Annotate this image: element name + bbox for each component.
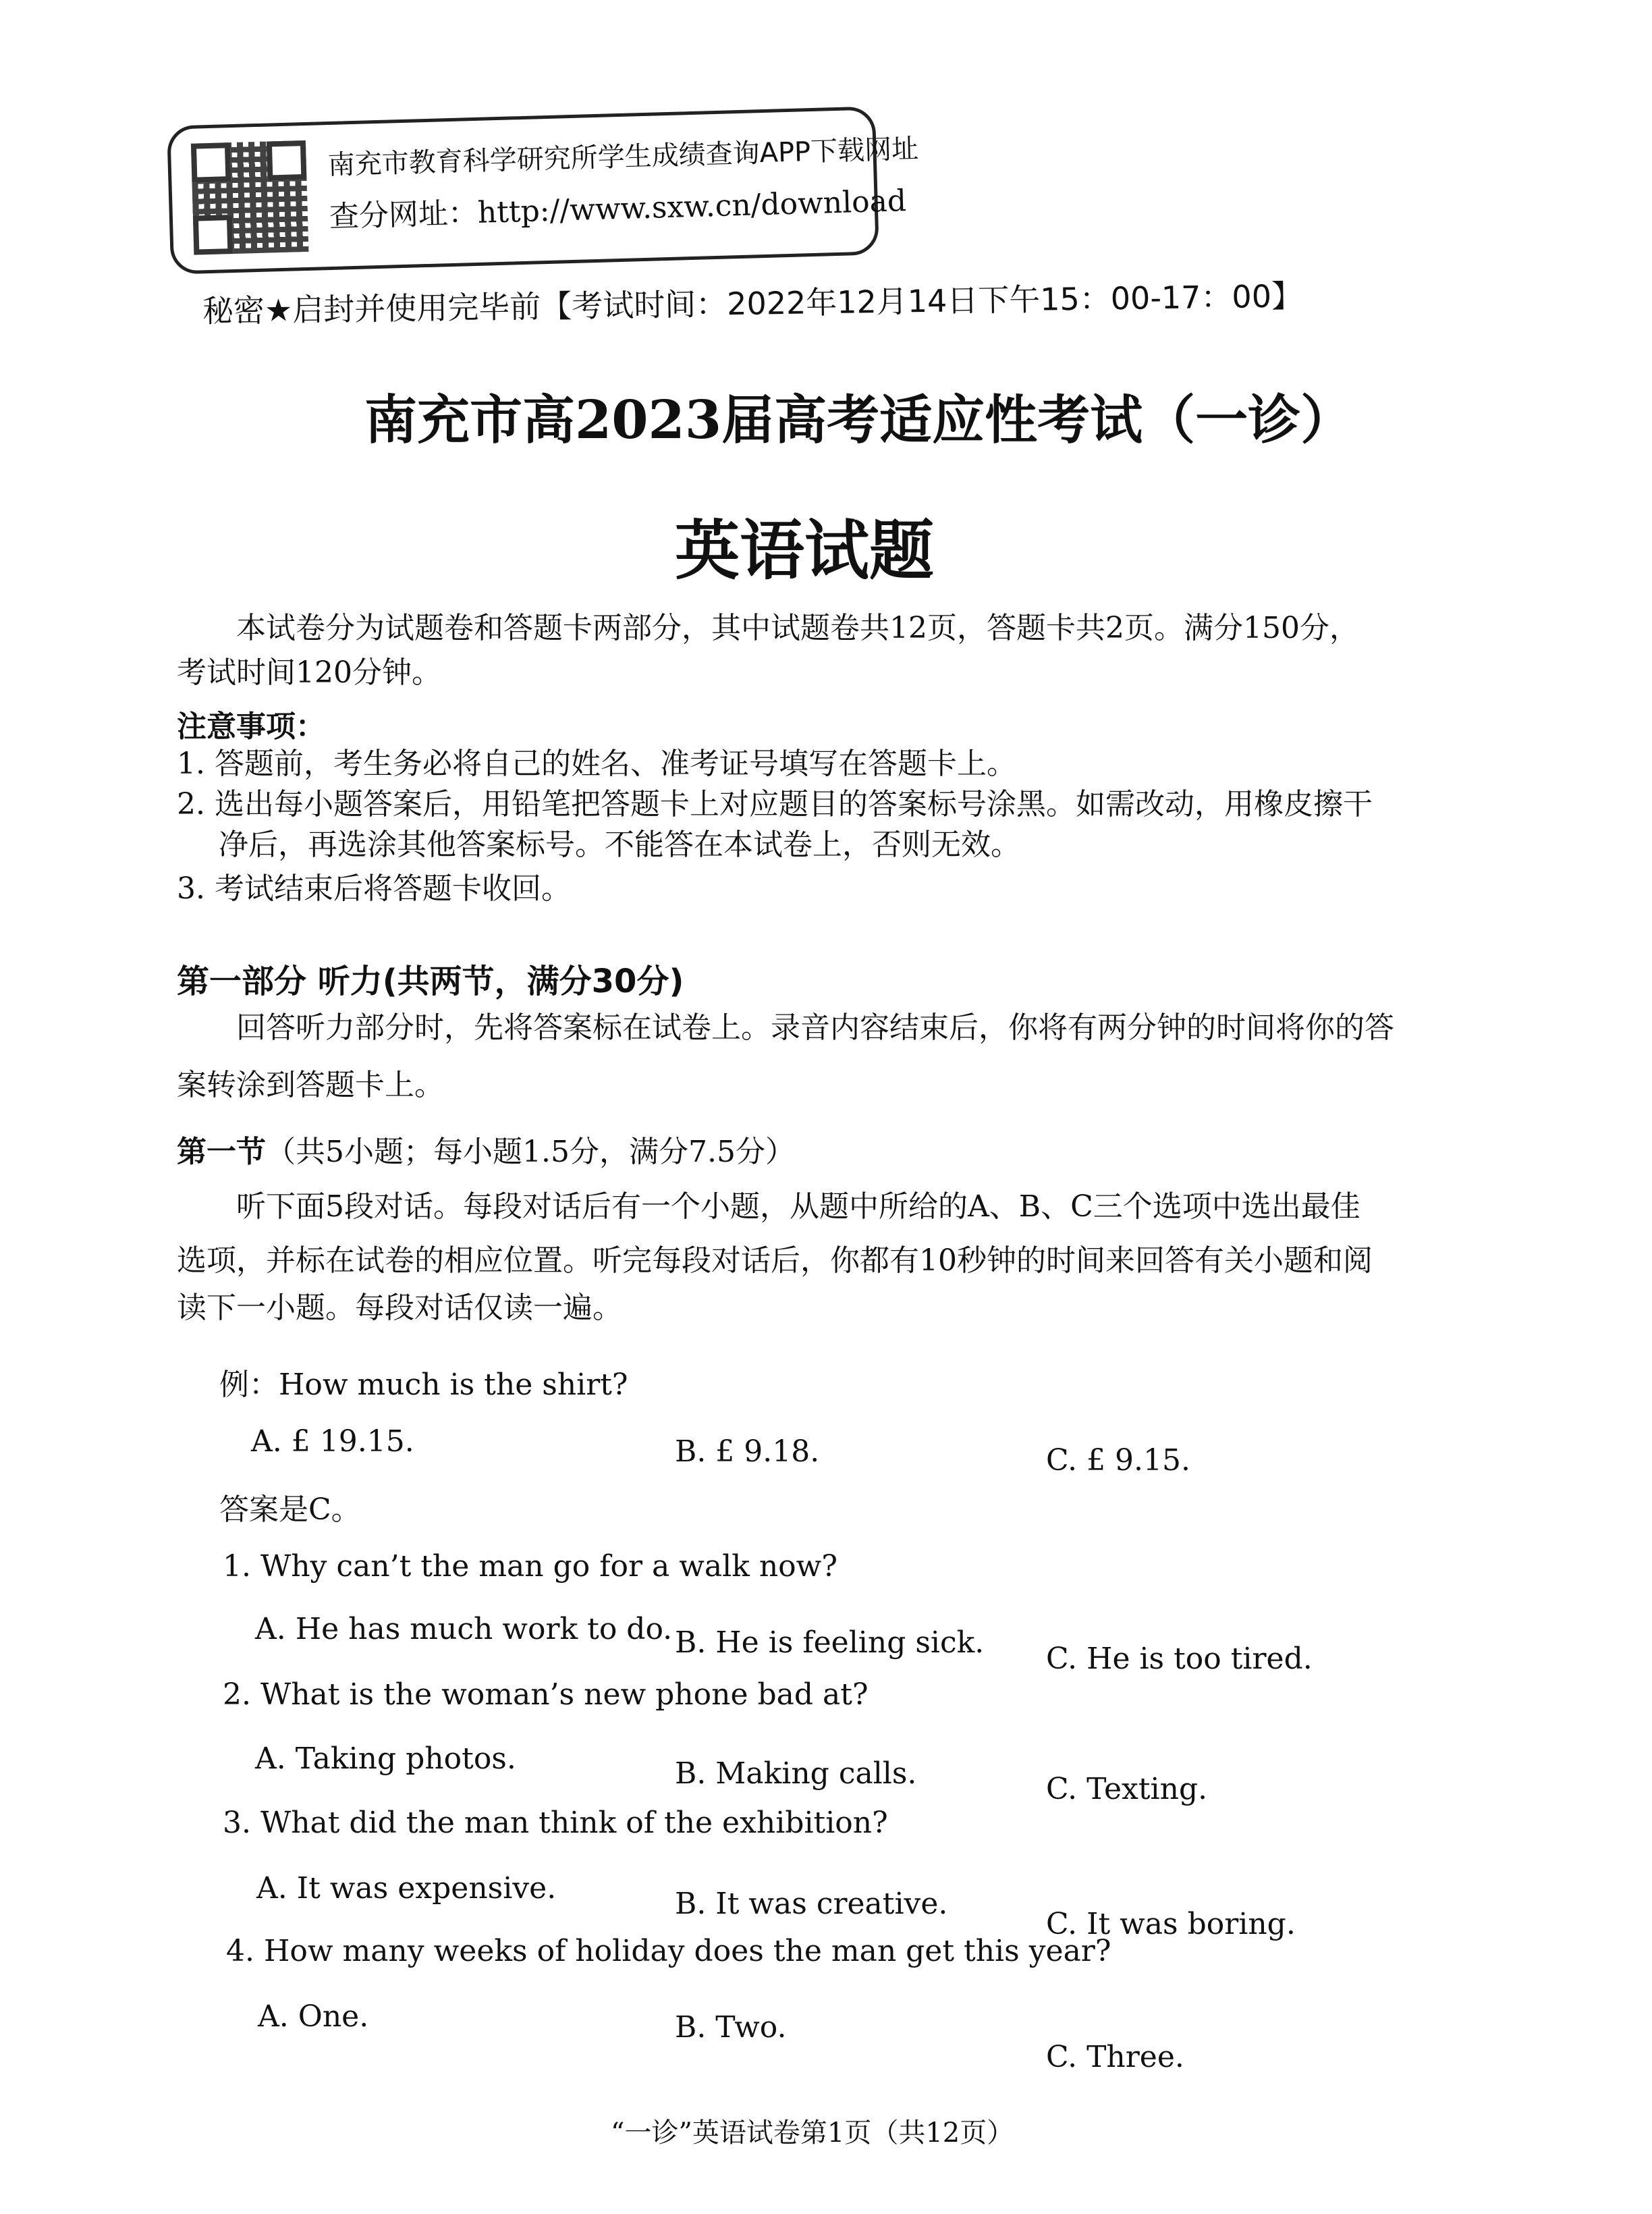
question-3-option-b: B. It was creative. [675,1887,948,1921]
question-2-option-c: C. Texting. [1046,1772,1208,1806]
question-3: 3. What did the man think of the exhibition? [223,1806,888,1840]
exam-title: 南充市高2023届高考适应性考试（一诊） [364,389,1354,451]
part1-desc-2: 案转涂到答题卡上。 [177,1068,444,1102]
section1-desc-2: 选项，并标在试卷的相应位置。听完每段对话后，你都有10秒钟的时间来回答有关小题和阅 [177,1243,1373,1278]
question-4: 4. How many weeks of holiday does the man get this year? [226,1934,1111,1968]
notes-item-3: 3. 考试结束后将答题卡收回。 [177,871,571,906]
example-option-a: A. £ 19.15. [251,1424,414,1459]
question-1: 1. Why can’t the man go for a walk now? [223,1549,837,1584]
question-1-option-c: C. He is too tired. [1046,1642,1313,1676]
question-3-option-c: C. It was boring. [1046,1907,1296,1941]
example-option-c: C. £ 9.15. [1046,1443,1191,1478]
section1-heading-detail: （共5小题；每小题1.5分，满分7.5分） [266,1135,795,1169]
question-4-option-a: A. One. [258,1999,369,2034]
intro-line-1: 本试卷分为试题卷和答题卡两部分，其中试题卷共12页，答题卡共2页。满分150分， [236,611,1359,645]
question-3-option-a: A. It was expensive. [256,1871,557,1906]
stamp-line-url: 查分网址：http://www.sxw.cn/download [329,184,907,235]
notes-heading: 注意事项： [177,709,325,744]
secret-exam-time: 秘密★启封并使用完毕前【考试时间：2022年12月14日下午15：00-17：00】 [202,277,1303,329]
question-2-option-b: B. Making calls. [675,1756,917,1791]
part1-heading: 第一部分 听力(共两节，满分30分) [177,963,684,1000]
question-2: 2. What is the woman’s new phone bad at? [223,1677,869,1712]
question-4-option-c: C. Three. [1046,2040,1184,2074]
example-answer: 答案是C。 [219,1492,361,1527]
example-question: 例：How much is the shirt? [219,1368,628,1402]
notes-item-1: 1. 答题前，考生务必将自己的姓名、准考证号填写在答题卡上。 [177,747,1016,781]
download-stamp [167,106,919,274]
question-4-option-b: B. Two. [675,2010,787,2045]
exam-subtitle: 英语试题 [675,513,934,589]
question-2-option-a: A. Taking photos. [255,1742,516,1776]
notes-item-2-cont: 净后，再选涂其他答案标号。不能答在本试卷上，否则无效。 [219,828,1020,862]
section1-desc-3: 读下一小题。每段对话仅读一遍。 [177,1291,622,1325]
section1-heading [177,1127,795,1170]
example-option-b: B. £ 9.18. [675,1434,820,1469]
page-footer: “一诊”英语试卷第1页（共12页） [611,2117,1014,2149]
qr-code-icon [191,140,309,255]
stamp-line-app: 南充市教育科学研究所学生成绩查询APP下载网址 [327,133,919,182]
section1-desc-1: 听下面5段对话。每段对话后有一个小题，从题中所给的A、B、C三个选项中选出最佳 [236,1189,1360,1224]
part1-desc-1: 回答听力部分时，先将答案标在试卷上。录音内容结束后，你将有两分钟的时间将你的答 [236,1010,1394,1045]
question-1-option-b: B. He is feeling sick. [675,1625,985,1660]
intro-line-2: 考试时间120分钟。 [177,655,441,690]
section1-heading-label: 第一节 [177,1135,266,1169]
notes-item-2: 2. 选出每小题答案后，用铅笔把答题卡上对应题目的答案标号涂黑。如需改动，用橡皮擦干 [177,787,1373,821]
question-1-option-a: A. He has much work to do. [255,1612,673,1646]
